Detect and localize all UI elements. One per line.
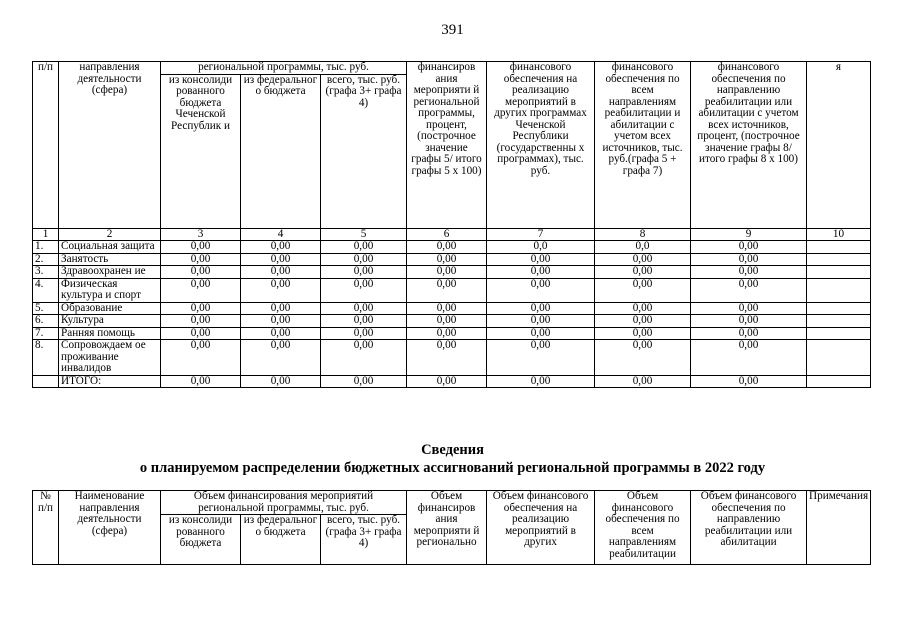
column-numbers-row [33, 228, 871, 241]
header-cell-col9: финансового обеспечения по направлению реабилитации или абилитации с учетом всех источников, процент, (построчное значение графы 8/ итого графы 8 х 100) [691, 62, 807, 229]
cell-value: 0,00 [595, 253, 691, 266]
row-name: Здравоохранен ие [59, 266, 161, 279]
cell-value: 0,00 [691, 375, 807, 388]
header-cell-col7: Объем финансового обеспечения на реализацию мероприятий в других [487, 491, 595, 565]
column-number: 9 [691, 228, 807, 241]
cell-value: 0,00 [487, 327, 595, 340]
row-name: Физическая культура и спорт [59, 278, 161, 302]
header-cell-col4: из федеральног о бюджета [241, 515, 321, 565]
cell-value: 0,00 [161, 375, 241, 388]
cell-value: 0,00 [321, 340, 407, 376]
cell-value: 0,00 [321, 375, 407, 388]
column-number: 8 [595, 228, 691, 241]
cell-value: 0,00 [321, 241, 407, 254]
cell-value: 0,00 [595, 327, 691, 340]
row-number: 8. [33, 340, 59, 376]
column-number: 10 [807, 228, 871, 241]
cell-value: 0,00 [161, 278, 241, 302]
cell-value: 0,00 [321, 278, 407, 302]
cell-value: 0,00 [241, 278, 321, 302]
table-row [33, 241, 871, 254]
header-cell-col8: финансового обеспечения по всем направлениям реабилитации и абилитации с учетом всех источников, тыс. руб.(графа 5 + графа 7) [595, 62, 691, 229]
cell-value: 0,00 [161, 327, 241, 340]
header-cell-direction: направления деятельности (сфера) [59, 62, 161, 229]
cell-value: 0,00 [407, 340, 487, 376]
cell-empty [807, 266, 871, 279]
cell-value: 0,00 [321, 315, 407, 328]
cell-value: 0,00 [487, 340, 595, 376]
cell-value: 0,00 [595, 278, 691, 302]
header-cell-number: п/п [33, 62, 59, 229]
cell-value: 0,00 [241, 315, 321, 328]
cell-value: 0,00 [595, 340, 691, 376]
cell-value: 0,00 [321, 302, 407, 315]
cell-empty [807, 327, 871, 340]
cell-value: 0,00 [487, 375, 595, 388]
header-cell-direction: Наименование направления деятельности (сфера) [59, 491, 161, 565]
cell-value: 0,00 [691, 340, 807, 376]
cell-value: 0,00 [691, 241, 807, 254]
cell-value: 0,00 [691, 253, 807, 266]
cell-value: 0,00 [595, 375, 691, 388]
cell-value: 0,00 [691, 278, 807, 302]
cell-value: 0,0 [487, 241, 595, 254]
column-number: 7 [487, 228, 595, 241]
header-cell-col7: финансового обеспечения на реализацию мероприятий в других программах Чеченской Республики (государственны х программах), тыс. руб. [487, 62, 595, 229]
cell-value: 0,00 [161, 266, 241, 279]
cell-value: 0,00 [161, 340, 241, 376]
cell-value: 0,00 [407, 266, 487, 279]
table-row [33, 253, 871, 266]
cell-value: 0,00 [161, 315, 241, 328]
page-number: 391 [441, 22, 464, 38]
cell-value: 0,00 [321, 253, 407, 266]
table-row [33, 266, 871, 279]
header-cell-group: региональной программы, тыс. руб. [161, 62, 407, 75]
header-cell-col5: всего, тыс. руб. (графа 3+ графа 4) [321, 515, 407, 565]
header-cell-col10: я [807, 62, 871, 229]
cell-value: 0,00 [241, 241, 321, 254]
header-cell-col6: финансиров ания мероприяти й региональной программы, процент, (построчное значение графы 5/ итого графы 5 х 100) [407, 62, 487, 229]
column-number: 3 [161, 228, 241, 241]
cell-value: 0,00 [595, 302, 691, 315]
cell-value: 0,00 [487, 266, 595, 279]
cell-value: 0,00 [241, 340, 321, 376]
row-name: Ранняя помощь [59, 327, 161, 340]
cell-value: 0,00 [691, 266, 807, 279]
row-number: 7. [33, 327, 59, 340]
cell-value: 0,00 [595, 315, 691, 328]
total-label: ИТОГО: [59, 375, 161, 388]
cell-empty [807, 340, 871, 376]
header-cell-group: Объем финансирования мероприятий региональной программы, тыс. руб. [161, 491, 407, 515]
cell-value: 0,00 [407, 327, 487, 340]
row-name: Культура [59, 315, 161, 328]
cell-empty [807, 253, 871, 266]
table-row [33, 278, 871, 302]
header-cell-col8: Объем финансового обеспечения по всем направлениям реабилитации [595, 491, 691, 565]
column-number: 2 [59, 228, 161, 241]
cell-value: 0,00 [241, 302, 321, 315]
column-number: 6 [407, 228, 487, 241]
section-subheading: о планируемом распределении бюджетных ассигнований региональной программы в 2022 году [139, 460, 766, 476]
cell-empty [807, 302, 871, 315]
cell-value: 0,00 [595, 266, 691, 279]
cell-value: 0,00 [407, 241, 487, 254]
total-row [33, 375, 871, 388]
header-cell-col5: всего, тыс. руб. (графа 3+ графа 4) [321, 74, 407, 228]
cell-value: 0,00 [487, 302, 595, 315]
row-number: 3. [33, 266, 59, 279]
cell-value: 0,00 [321, 327, 407, 340]
row-name: Социальная защита [59, 241, 161, 254]
row-name: Образование [59, 302, 161, 315]
section-heading: Сведения [421, 442, 484, 458]
cell-value: 0,0 [595, 241, 691, 254]
cell-value: 0,00 [691, 327, 807, 340]
cell-value: 0,00 [691, 302, 807, 315]
row-number: 5. [33, 302, 59, 315]
cell-value: 0,00 [161, 253, 241, 266]
column-number: 1 [33, 228, 59, 241]
row-number [33, 375, 59, 388]
row-name: Занятость [59, 253, 161, 266]
bottom-table [32, 490, 871, 565]
cell-value: 0,00 [407, 315, 487, 328]
row-number: 4. [33, 278, 59, 302]
top-table [32, 61, 871, 388]
cell-value: 0,00 [241, 375, 321, 388]
cell-value: 0,00 [407, 375, 487, 388]
header-cell-col9: Объем финансового обеспечения по направлению реабилитации или абилитации [691, 491, 807, 565]
cell-empty [807, 375, 871, 388]
cell-value: 0,00 [241, 253, 321, 266]
row-number: 2. [33, 253, 59, 266]
cell-value: 0,00 [161, 302, 241, 315]
cell-empty [807, 315, 871, 328]
header-cell-col3: из консолиди рованного бюджета Чеченской Республик и [161, 74, 241, 228]
header-cell-col6: Объем финансиров ания мероприяти й регионально [407, 491, 487, 565]
row-number: 1. [33, 241, 59, 254]
cell-empty [807, 241, 871, 254]
cell-value: 0,00 [321, 266, 407, 279]
cell-value: 0,00 [241, 327, 321, 340]
table-row [33, 340, 871, 376]
header-cell-notes: Примечания [807, 491, 871, 565]
table-row [33, 327, 871, 340]
row-name: Сопровождаем ое проживание инвалидов [59, 340, 161, 376]
cell-value: 0,00 [487, 278, 595, 302]
cell-value: 0,00 [407, 302, 487, 315]
cell-value: 0,00 [691, 315, 807, 328]
table-row [33, 302, 871, 315]
cell-empty [807, 278, 871, 302]
cell-value: 0,00 [407, 278, 487, 302]
cell-value: 0,00 [241, 266, 321, 279]
cell-value: 0,00 [487, 315, 595, 328]
cell-value: 0,00 [487, 253, 595, 266]
table-row [33, 315, 871, 328]
row-number: 6. [33, 315, 59, 328]
header-cell-col4: из федеральног о бюджета [241, 74, 321, 228]
header-cell-col3: из консолиди рованного бюджета [161, 515, 241, 565]
cell-value: 0,00 [161, 241, 241, 254]
header-cell-number: № п/п [33, 491, 59, 565]
column-number: 5 [321, 228, 407, 241]
cell-value: 0,00 [407, 253, 487, 266]
column-number: 4 [241, 228, 321, 241]
